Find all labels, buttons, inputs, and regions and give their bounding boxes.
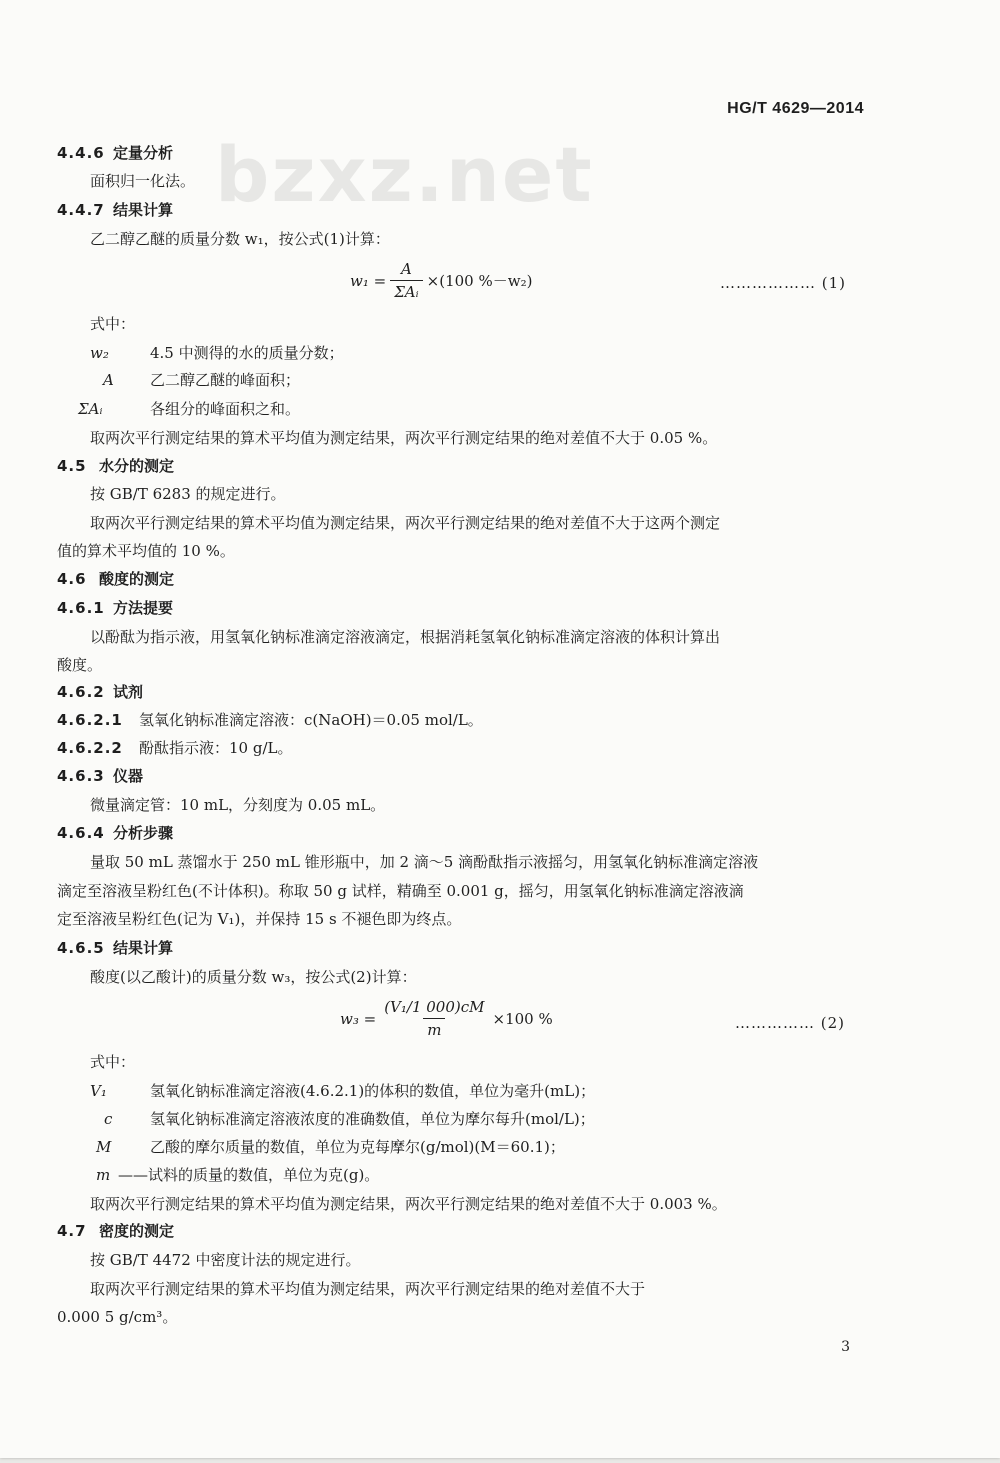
watermark: bzxz.net — [215, 130, 594, 219]
formula-rhs: ×100 % — [492, 1009, 553, 1028]
heading-4-7: 4.7 密度的测定 — [57, 1222, 175, 1240]
heading-4-6-1: 4.6.1 方法提要 — [57, 599, 174, 617]
where-label: 式中： — [90, 315, 136, 333]
standard-number: HG/T 4629—2014 — [727, 100, 864, 117]
symbol: ΣAᵢ — [78, 400, 103, 418]
item-4-6-2-1: 4.6.2.1 氢氧化钠标准滴定溶液：c(NaOH)＝0.05 mol/L。 — [57, 711, 483, 729]
formula-2 — [340, 998, 553, 1039]
symbol-definition: 乙酸的摩尔质量的数值，单位为克每摩尔(g/mol)(M＝60.1)； — [150, 1138, 565, 1156]
equation-number-2: …………… (2) — [735, 1014, 846, 1032]
symbol: A — [103, 371, 114, 389]
symbol-definition: 氢氧化钠标准滴定溶液浓度的准确数值，单位为摩尔每升(mol/L)； — [150, 1110, 595, 1128]
paragraph: 取两次平行测定结果的算术平均值为测定结果，两次平行测定结果的绝对差值不大于 0.003 %。 — [90, 1195, 727, 1213]
symbol-definition: 氢氧化钠标准滴定溶液(4.6.2.1)的体积的数值，单位为毫升(mL)； — [150, 1082, 596, 1100]
paragraph: 取两次平行测定结果的算术平均值为测定结果，两次平行测定结果的绝对差值不大于这两个测定 — [90, 514, 721, 532]
paragraph: 面积归一化法。 — [90, 172, 196, 190]
paragraph: 酸度(以乙酸计)的质量分数 w₃，按公式(2)计算： — [90, 968, 417, 986]
symbol-definition: 各组分的峰面积之和。 — [150, 400, 301, 418]
paragraph-continued: 值的算术平均值的 10 %。 — [57, 542, 235, 560]
paragraph-continued: 定至溶液呈粉红色(记为 V₁)，并保持 15 s 不褪色即为终点。 — [57, 910, 462, 928]
paragraph: 乙二醇乙醚的质量分数 w₁，按公式(1)计算： — [90, 230, 390, 248]
formula-lhs: w₁ = — [350, 271, 387, 290]
item-4-6-2-2: 4.6.2.2 酚酞指示液：10 g/L。 — [57, 739, 293, 757]
symbol: w₂ — [90, 344, 109, 362]
heading-4-6-3: 4.6.3 仪器 — [57, 767, 144, 785]
page-number: 3 — [841, 1339, 850, 1355]
where-label: 式中： — [90, 1053, 136, 1071]
symbol-definition: ——试料的质量的数值，单位为克(g)。 — [118, 1166, 380, 1184]
symbol: m — [96, 1166, 111, 1184]
numerator: A — [401, 260, 412, 278]
heading-4-4-6: 4.4.6 定量分析 — [57, 144, 174, 162]
paragraph: 按 GB/T 4472 中密度计法的规定进行。 — [90, 1251, 361, 1269]
symbol-definition: 4.5 中测得的水的质量分数； — [150, 344, 344, 362]
paragraph: 以酚酞为指示液，用氢氧化钠标准滴定溶液滴定，根据消耗氢氧化钠标准滴定溶液的体积计算出 — [90, 628, 721, 646]
heading-4-4-7: 4.4.7 结果计算 — [57, 201, 174, 219]
formula-lhs: w₃ = — [340, 1009, 377, 1028]
heading-4-6-2: 4.6.2 试剂 — [57, 683, 144, 701]
paragraph-continued: 0.000 5 g/cm³。 — [57, 1308, 178, 1326]
symbol: V₁ — [90, 1082, 107, 1100]
paragraph: 按 GB/T 6283 的规定进行。 — [90, 485, 286, 503]
denominator: ΣAᵢ — [390, 280, 422, 301]
heading-4-6: 4.6 酸度的测定 — [57, 570, 175, 588]
symbol: M — [96, 1138, 112, 1156]
formula-1 — [350, 260, 532, 301]
paragraph: 微量滴定管：10 mL，分刻度为 0.05 mL。 — [90, 796, 386, 814]
paragraph-continued: 滴定至溶液呈粉红色(不计体积)。称取 50 g 试样，精确至 0.001 g，摇匀，用氢氧化钠标准滴定溶液滴 — [57, 882, 744, 900]
numerator: (V₁/1 000)cM — [384, 998, 485, 1016]
denominator: m — [423, 1018, 445, 1039]
heading-4-5: 4.5 水分的测定 — [57, 457, 175, 475]
paragraph: 取两次平行测定结果的算术平均值为测定结果，两次平行测定结果的绝对差值不大于 0.05 %。 — [90, 429, 718, 447]
formula-rhs: ×(100 %－w₂) — [426, 272, 533, 290]
heading-4-6-4: 4.6.4 分析步骤 — [57, 824, 174, 842]
heading-4-6-5: 4.6.5 结果计算 — [57, 939, 174, 957]
equation-number-1: ……………… (1) — [720, 274, 847, 292]
symbol-definition: 乙二醇乙醚的峰面积； — [150, 371, 301, 389]
paragraph: 量取 50 mL 蒸馏水于 250 mL 锥形瓶中，加 2 滴～5 滴酚酞指示液摇匀，用氢氧化钠标准滴定溶液 — [90, 853, 759, 871]
paragraph-continued: 酸度。 — [57, 656, 103, 674]
symbol: c — [104, 1110, 113, 1128]
formula-fraction — [380, 998, 488, 1039]
formula-fraction — [390, 260, 422, 301]
paragraph: 取两次平行测定结果的算术平均值为测定结果，两次平行测定结果的绝对差值不大于 — [90, 1280, 646, 1298]
